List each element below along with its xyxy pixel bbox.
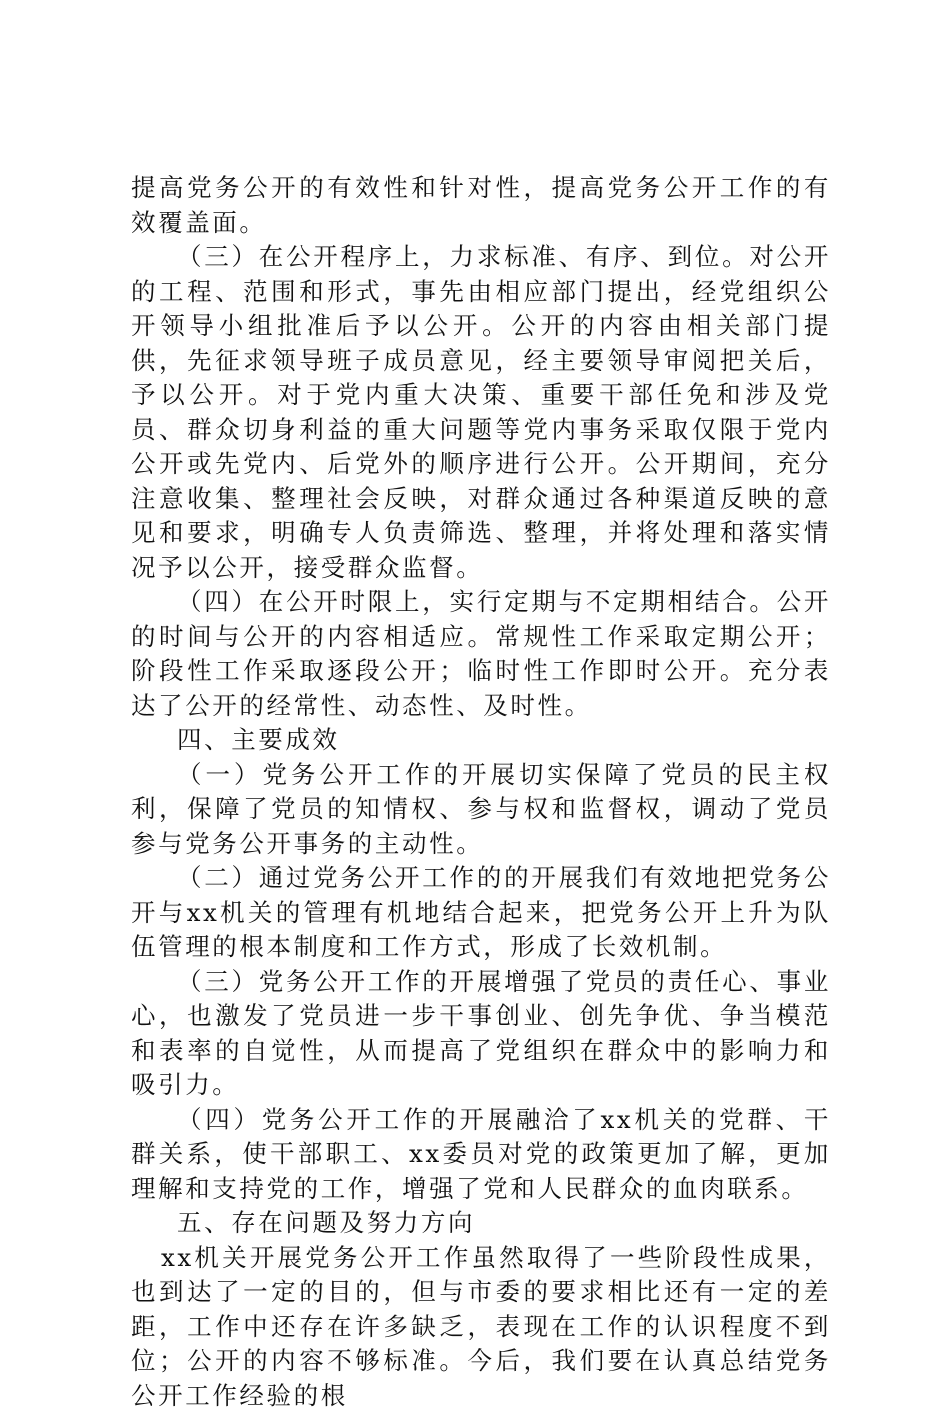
paragraph-continuation: 提高党务公开的有效性和针对性，提高党务公开工作的有效覆盖面。: [131, 171, 831, 240]
paragraph-publicity-timing: （四）在公开时限上，实行定期与不定期相结合。公开的时间与公开的内容相适应。常规性工作采取定期公开；阶段性工作采取逐段公开；临时性工作即时公开。充分表达了公开的经常性、动态性、及时性。: [131, 585, 831, 723]
paragraph-publicity-procedure: （三）在公开程序上，力求标准、有序、到位。对公开的工程、范围和形式，事先由相应部门提出，经党组织公开领导小组批准后予以公开。公开的内容由相关部门提供，先征求领导班子成员意见，经主要领导审阅把关后，予以公开。对于党内重大决策、重要干部任免和涉及党员、群众切身利益的重大问题等党内事务采取仅限于党内公开或先党内、后党外的顺序进行公开。公开期间，充分注意收集、整理社会反映，对群众通过各种渠道反映的意见和要求，明确专人负责筛选、整理，并将处理和落实情况予以公开，接受群众监督。: [131, 240, 831, 585]
section-heading-problems: 五、存在问题及努力方向: [131, 1206, 831, 1241]
section-heading-main-results: 四、主要成效: [131, 723, 831, 758]
paragraph-result-1: （一）党务公开工作的开展切实保障了党员的民主权利，保障了党员的知情权、参与权和监督权，调动了党员参与党务公开事务的主动性。: [131, 758, 831, 862]
paragraph-problems: xx机关开展党务公开工作虽然取得了一些阶段性成果，也到达了一定的目的，但与市委的要求相比还有一定的差距，工作中还存在许多缺乏，表现在工作的认识程度不到位；公开的内容不够标准。今后，我们要在认真总结党务公开工作经验的根: [131, 1241, 831, 1413]
paragraph-result-4: （四）党务公开工作的开展融洽了xx机关的党群、干群关系，使干部职工、xx委员对党的政策更加了解，更加理解和支持党的工作，增强了党和人民群众的血肉联系。: [131, 1103, 831, 1207]
paragraph-result-3: （三）党务公开工作的开展增强了党员的责任心、事业心，也激发了党员进一步干事创业、创先争优、争当模范和表率的自觉性，从而提高了党组织在群众中的影响力和吸引力。: [131, 965, 831, 1103]
paragraph-result-2: （二）通过党务公开工作的的开展我们有效地把党务公开与xx机关的管理有机地结合起来，把党务公开上升为队伍管理的根本制度和工作方式，形成了长效机制。: [131, 861, 831, 965]
document-body: [131, 171, 831, 1413]
